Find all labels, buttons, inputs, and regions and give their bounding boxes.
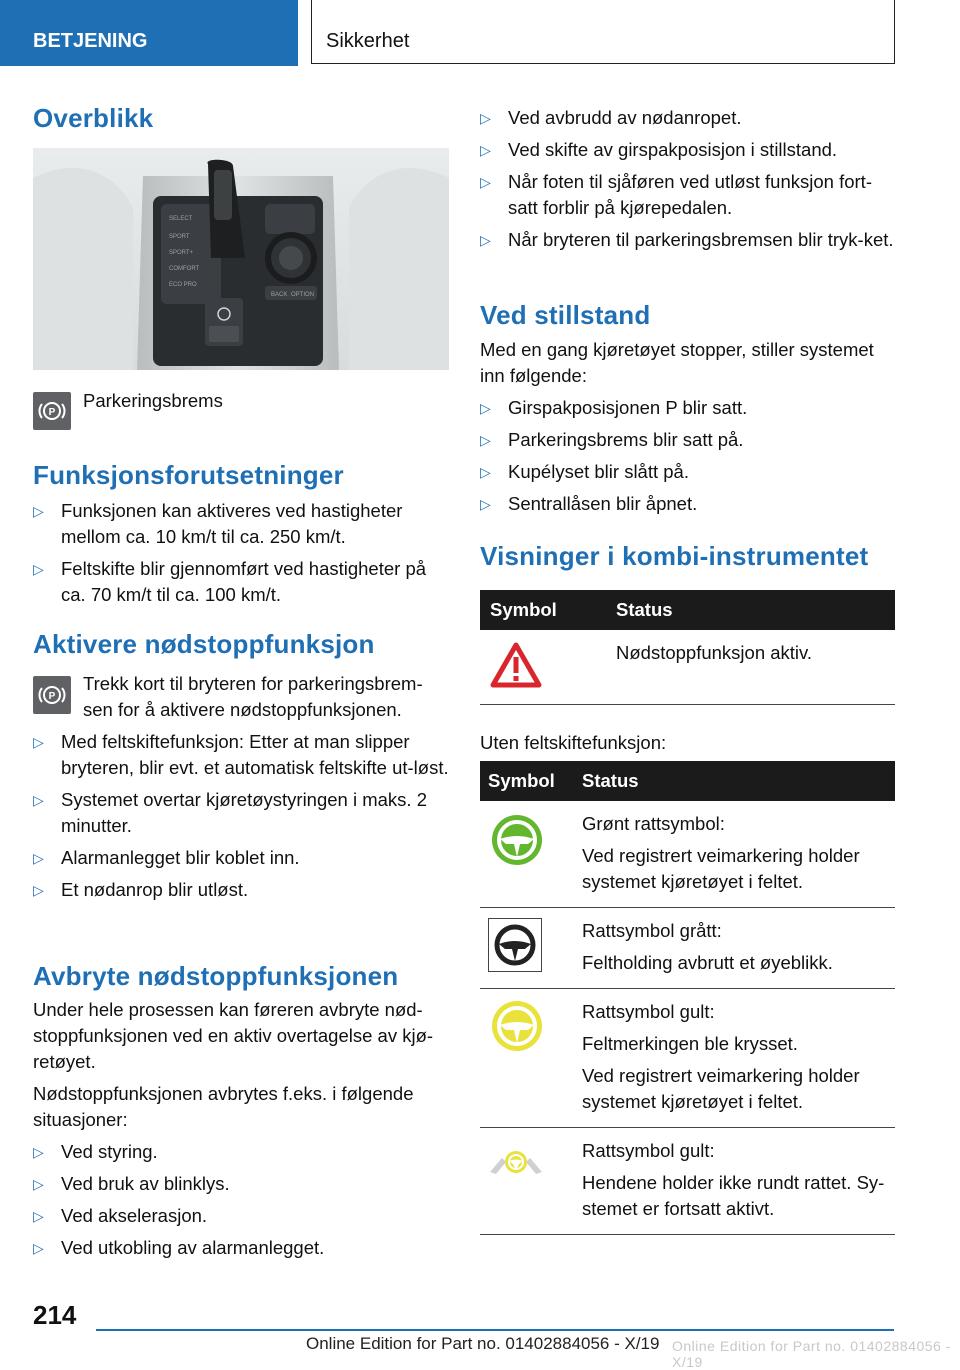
activate-intro: Trekk kort til bryteren for parkeringsbrem-sen for å aktivere nødstoppfunksjonen. — [83, 673, 423, 720]
list-item: ▷ Parkeringsbrems blir satt på. — [480, 427, 895, 453]
section-tab — [0, 0, 298, 66]
heading-cancel: Avbryte nødstoppfunksjonen — [33, 961, 399, 991]
table-row — [480, 801, 895, 908]
table-row — [480, 908, 895, 989]
heading-standstill: Ved stillstand — [480, 300, 651, 330]
status-text: Feltholding avbrutt et øyeblikk. — [582, 952, 833, 973]
heading-requirements: Funksjonsforutsetninger — [33, 460, 344, 490]
list-item: ▷ Når foten til sjåføren ved utløst funksjon fort-satt forblir på kjørepedalen. — [480, 169, 895, 221]
status-title: Rattsymbol gult: — [582, 1140, 715, 1161]
list-item: ▷ Ved avbrudd av nødanropet. — [480, 105, 895, 131]
list-item: ▷ Sentrallåsen blir åpnet. — [480, 491, 895, 517]
table-header-status: Status — [582, 761, 895, 801]
photo-label-eco-pro: ECO PRO — [169, 282, 197, 288]
table-header-status: Status — [616, 590, 895, 630]
photo-label-sport: SPORT — [169, 234, 190, 240]
status-text: Ved registrert veimarkering holder systemet kjøretøyet i feltet. — [582, 845, 860, 892]
steering-wheel-green-icon — [490, 813, 582, 872]
list-item: ▷ Kupélyset blir slått på. — [480, 459, 895, 485]
status-text: Hendene holder ikke rundt rattet. Sy-stemet er fortsatt aktivt. — [582, 1172, 885, 1219]
status-text: Ved registrert veimarkering holder systemet kjøretøyet i feltet. — [582, 1065, 860, 1112]
list-item: ▷ Ved styring. — [33, 1139, 449, 1165]
chapter-title: Sikkerhet — [326, 30, 410, 52]
section-title: BETJENING — [33, 30, 148, 52]
steering-wheel-yellow-icon — [490, 999, 582, 1058]
list-item: ▷ Ved bruk av blinklys. — [33, 1171, 449, 1197]
list-item: ▷ Ved skifte av girspakposisjon i stillstand. — [480, 137, 895, 163]
list-item: ▷ Med feltskiftefunksjon: Etter at man slipper bryteren, blir evt. et automatisk feltskifte ut-løst. — [33, 729, 449, 781]
table-row — [480, 630, 895, 705]
parking-brake-icon — [33, 392, 71, 430]
status-text: Feltmerkingen ble krysset. — [582, 1033, 798, 1054]
parking-brake-icon — [33, 676, 71, 714]
page-number: 214 — [33, 1300, 77, 1330]
photo-label-back: BACK — [271, 292, 288, 298]
status-text: Nødstoppfunksjon aktiv. — [616, 642, 813, 663]
table-row — [480, 1128, 895, 1235]
cancel-paragraph-2: Nødstoppfunksjonen avbrytes f.eks. i følgende situasjoner: — [33, 1083, 414, 1130]
list-item: ▷ Ved utkobling av alarmanlegget. — [33, 1235, 449, 1261]
warning-triangle-icon — [490, 642, 616, 693]
list-item: ▷ Ved akselerasjon. — [33, 1203, 449, 1229]
steering-wheel-hands-yellow-icon — [488, 1144, 582, 1185]
svg-text:P: P — [48, 691, 56, 702]
photo-label-sport-plus: SPORT+ — [169, 250, 194, 256]
table-header-symbol: Symbol — [480, 590, 616, 630]
status-title: Grønt rattsymbol: — [582, 813, 725, 834]
list-item: ▷ Systemet overtar kjøretøystyringen i maks. 2 minutter. — [33, 787, 449, 839]
status-title: Rattsymbol gult: — [582, 1001, 715, 1022]
standstill-intro: Med en gang kjøretøyet stopper, stiller systemet inn følgende: — [480, 339, 874, 386]
watermark: Online Edition for Part no. 01402884056 - X/19 — [672, 1338, 951, 1370]
cancel-paragraph-1: Under hele prosessen kan føreren avbryte nød-stoppfunksjonen ved en aktiv overtagelse av kjø-retøyet. — [33, 999, 434, 1072]
symbol-table-2 — [480, 761, 895, 1235]
list-item: ▷ Når bryteren til parkeringsbremsen blir tryk-ket. — [480, 227, 895, 253]
list-item: ▷ Alarmanlegget blir koblet inn. — [33, 845, 449, 871]
heading-display: Visninger i kombi-instrumentet — [480, 541, 869, 571]
photo-label-option: OPTION — [291, 292, 315, 298]
list-item: ▷ Et nødanrop blir utløst. — [33, 877, 449, 903]
steering-wheel-grey-icon — [488, 918, 542, 972]
table-row — [480, 989, 895, 1128]
list-item: ▷ Girspakposisjonen P blir satt. — [480, 395, 895, 421]
footer-edition: Online Edition for Part no. 01402884056 - X/19 — [306, 1334, 660, 1353]
without-lane-change-note: Uten feltskiftefunksjon: — [480, 732, 667, 753]
heading-activate: Aktivere nødstoppfunksjon — [33, 629, 375, 659]
footer-divider — [96, 1329, 894, 1331]
symbol-table-1 — [480, 590, 895, 705]
parking-brake-label: Parkeringsbrems — [83, 390, 223, 411]
list-item: ▷ Funksjonen kan aktiveres ved hastigheter mellom ca. 10 km/t til ca. 250 km/t. — [33, 498, 449, 550]
photo-label-select: SELECT — [169, 216, 193, 222]
list-item: ▷ Feltskifte blir gjennomført ved hastigheter på ca. 70 km/t til ca. 100 km/t. — [33, 556, 449, 608]
table-header-symbol: Symbol — [480, 761, 582, 801]
heading-overview: Overblikk — [33, 103, 154, 133]
photo-label-comfort: COMFORT — [169, 266, 200, 272]
chapter-tab — [311, 0, 895, 64]
center-console-photo — [33, 148, 449, 370]
svg-text:P: P — [48, 407, 56, 418]
status-title: Rattsymbol grått: — [582, 920, 722, 941]
